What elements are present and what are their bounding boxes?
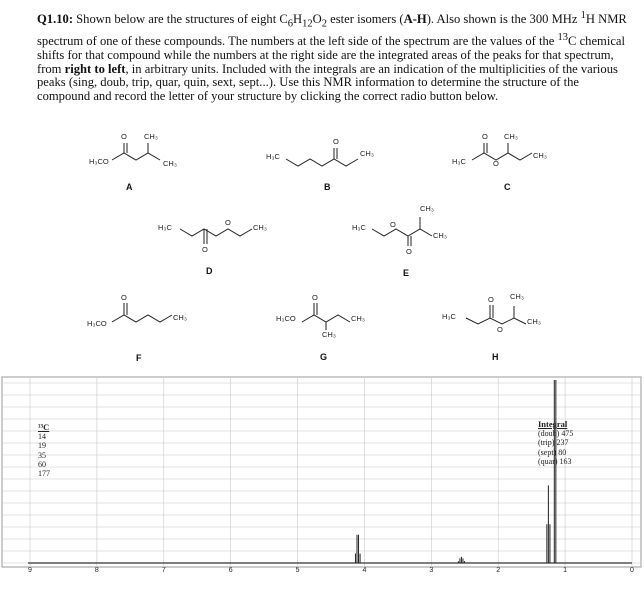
struct-b-letter: B	[324, 182, 331, 192]
tick-label: 7	[161, 567, 166, 574]
integral-value: (trip) 237	[538, 438, 569, 448]
spectrum-frame	[2, 377, 641, 567]
c13-shift: 60	[38, 459, 46, 469]
struct-e-letter: E	[403, 268, 410, 278]
integral-value: (quar) 163	[538, 456, 572, 466]
struct-f-label-2: H₃CO	[87, 319, 107, 328]
spectrum-grid	[3, 378, 640, 566]
integral-value: (doub) 475	[538, 429, 574, 439]
struct-h-label-3: H₃C	[442, 312, 456, 321]
c13-shift: 177	[38, 469, 50, 479]
spectrum-peaks	[355, 380, 555, 563]
integrals	[538, 420, 598, 466]
struct-g-label-4: CH₃	[322, 330, 336, 339]
tick-label: 2	[496, 567, 501, 574]
struct-h-label-4: O	[497, 325, 503, 334]
tick-label: 5	[295, 567, 300, 574]
tick-label: 8	[94, 567, 99, 574]
tick-label: 0	[630, 567, 634, 574]
tick-label: 1	[563, 567, 568, 574]
c13-header: ¹³C	[38, 422, 50, 432]
tick-label: 6	[228, 567, 233, 574]
struct-e-label-3: O	[390, 220, 396, 229]
struct-a-label-2: CH₃	[144, 132, 158, 141]
integral-header: Integral	[538, 419, 568, 429]
struct-d-label-4: O	[202, 245, 208, 254]
tick-label: 9	[28, 567, 32, 574]
integral-value: (sept) 80	[538, 447, 567, 457]
struct-b-label-3: CH₃	[360, 149, 374, 158]
c13-shift: 35	[38, 450, 46, 460]
struct-e-label-1: CH₃	[420, 204, 434, 213]
struct-g-label-1: O	[312, 293, 318, 302]
struct-a-label-3: H₃CO	[89, 157, 109, 166]
struct-g-label-3: CH₃	[351, 314, 365, 323]
struct-c-label-2: CH₃	[504, 132, 518, 141]
struct-h-letter: H	[492, 352, 499, 362]
struct-a-label-1: O	[121, 132, 127, 141]
question-number: Q1.10:	[37, 12, 74, 27]
struct-g-label-2: H₃CO	[276, 314, 296, 323]
struct-h-label-1: O	[488, 295, 494, 304]
struct-e-label-2: H₃C	[352, 223, 366, 232]
struct-f-label-1: O	[121, 293, 127, 302]
struct-d-label-3: CH₃	[253, 223, 267, 232]
c13-shifts	[38, 423, 68, 478]
c13-shift: 14	[38, 432, 46, 442]
struct-c-letter: C	[504, 182, 511, 192]
struct-g-letter: G	[320, 352, 328, 362]
struct-c-label-5: CH₃	[533, 151, 547, 160]
struct-e-label-4: CH₃	[433, 231, 447, 240]
struct-a-label-4: CH₃	[163, 159, 177, 168]
struct-h-label-2: CH₃	[510, 292, 524, 301]
struct-c-label-3: H₃C	[452, 157, 466, 166]
struct-f-letter: F	[136, 353, 142, 363]
tick-label: 3	[429, 567, 434, 574]
struct-c-label-1: O	[482, 132, 488, 141]
struct-d-label-1: H₃C	[158, 223, 172, 232]
struct-d-label-2: O	[225, 218, 231, 227]
question-text: Q1.10: Shown below are the structures of eight $C_6H_{12}O_2$ ester isomers (A-H). Also shown is the 300 MHz $^1$H NMR spectrum of one of these compounds. The numbers at the left side of the spectrum are the values of the $^{13}$C chemical shifts for that compound while the numbers at the right side are the integrated areas of the peaks for that spectrum, from right to left, in arbitrary units. Included with the integrals are an indication of the multiplicities of the various peaks (sing, doub, trip, quar, quin, sext, sept...). Use this NMR information to determine the structure of the compound and record the letter of your structure by clicking the correct radio button below.	[37, 10, 627, 103]
struct-b-label-2: H₃C	[266, 152, 280, 161]
c13-shift: 19	[38, 441, 46, 451]
tick-label: 4	[362, 567, 367, 574]
struct-a-letter: A	[126, 182, 133, 192]
struct-h-label-5: CH₃	[527, 317, 541, 326]
struct-f-label-3: CH₃	[173, 313, 187, 322]
struct-b-label-1: O	[333, 137, 339, 146]
struct-d-letter: D	[206, 266, 213, 276]
struct-c-label-4: O	[493, 159, 499, 168]
struct-e-label-5: O	[406, 247, 412, 256]
